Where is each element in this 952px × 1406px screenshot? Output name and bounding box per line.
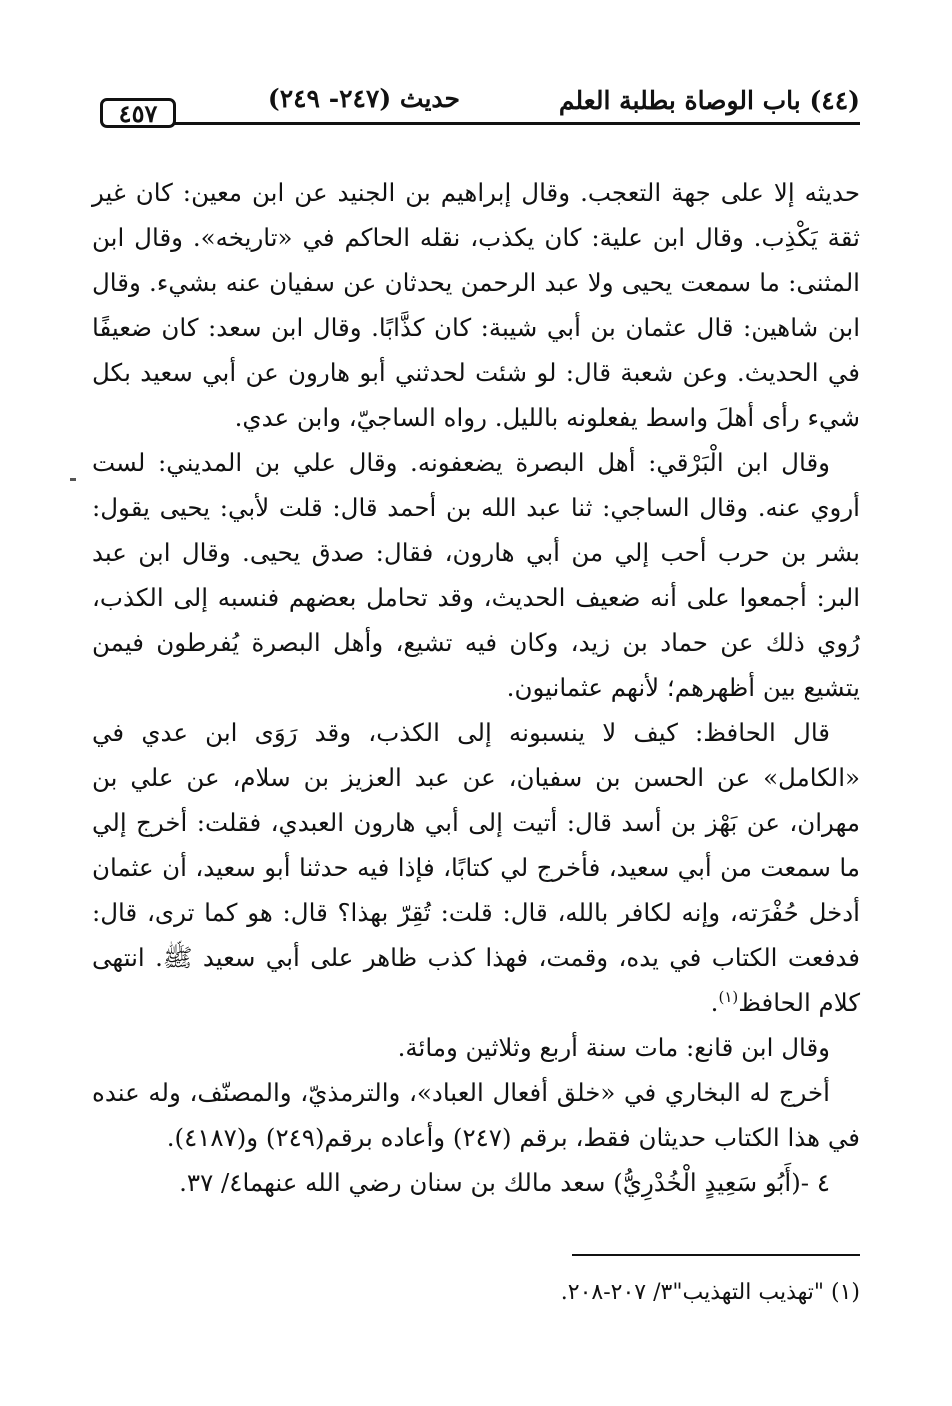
paragraph: وقال ابن قانع: مات سنة أربع وثلاثين ومائة. [397,1033,830,1062]
paragraph: أخرج له البخاري في «خلق أفعال العباد»، والترمذيّ، والمصنّف، وله عنده في هذا الكتاب حديثان فقط، برقم (٢٤٧) وأعاده برقم(٢٤٩) و(٤١٨٧). [92,1078,860,1152]
running-header [100,78,860,128]
chapter-title: (٤٤) باب الوصاة بطلبة العلم [558,86,860,115]
paragraph: وقال ابن الْبَرْقي: أهل البصرة يضعفونه. وقال علي بن المديني: لست أروي عنه. وقال الساجي: ثنا عبد الله بن أحمد قال: قلت لأبي: يحيى يقول: بشر بن حرب أحب إلي من أبي هارون، فقال: صدق يحيى. وقال ابن عبد البر: أجمعوا على أنه ضعيف الحديث، وقد تحامل بعضهم فنسبه إلى الكذب، رُوي ذلك عن حماد بن زيد، وكان فيه تشيع، وأهل البصرة يُفرطون فيمن يتشيع بين أظهرهم؛ لأنهم عثمانيون. [92,448,860,702]
footnote-separator [572,1254,860,1256]
paragraph [92,710,860,1025]
paragraph: حديثه إلا على جهة التعجب. وقال إبراهيم بن الجنيد عن ابن معين: كان غير ثقة يَكْذِب. وقال ابن علية: كان يكذب، نقله الحاكم في «تاريخه». وقال ابن المثنى: ما سمعت يحيى ولا عبد الرحمن يحدثان عن سفيان عنه بشيء. وقال ابن شاهين: قال عثمان بن أبي شيبة: كان كذَّابًا. وقال ابن سعد: كان ضعيفًا في الحديث. وعن شعبة قال: لو شئت لحدثني أبو هارون عن أبي سعيد بكل شيء رأى أهلَ واسط يفعلونه بالليل. رواه الساجيّ، وابن عدي. [92,178,860,432]
main-text [92,170,860,1205]
paragraph-text: قال الحافظ: كيف لا ينسبونه إلى الكذب، وقد رَوَى ابن عدي في «الكامل» عن الحسن بن سفيان، عن عبد العزيز بن سلام، عن علي بن مهران، عن بَهْز بن أسد قال: أتيت إلى أبي هارون العبدي، فقلت: أخرج إلي ما سمعت من أبي سعيد، فأخرج لي كتابًا، فإذا فيه حدثنا أبو سعيد، أن عثمان أدخل حُفْرَته، وإنه لكافر بالله، قال: قلت: تُقِرّ بهذا؟ قال: هو كما ترى، قال: فدفعت الكتاب في يده، وقمت، فهذا كذب ظاهر على أبي سعيد ﷺ. انتهى كلام الحافظ [92,718,860,1017]
footnote-reference[interactable]: (١) [718,987,739,1006]
footnote: (١) "تهذيب التهذيب"٣/ ٢٠٧-٢٠٨. [560,1280,860,1305]
header-rule [174,122,860,125]
page-number: ٤٥٧ [100,98,176,128]
narrator-entry: ٤ -(أَبُو سَعِيدٍ الْخُدْرِيُّ) سعد مالك بن سنان رضي الله عنهما٤/ ٣٧. [179,1168,830,1197]
margin-mark [70,478,76,481]
paragraph-tail: . [710,988,719,1017]
hadith-range: حديث (٢٤٧- ٢٤٩) [267,84,460,113]
